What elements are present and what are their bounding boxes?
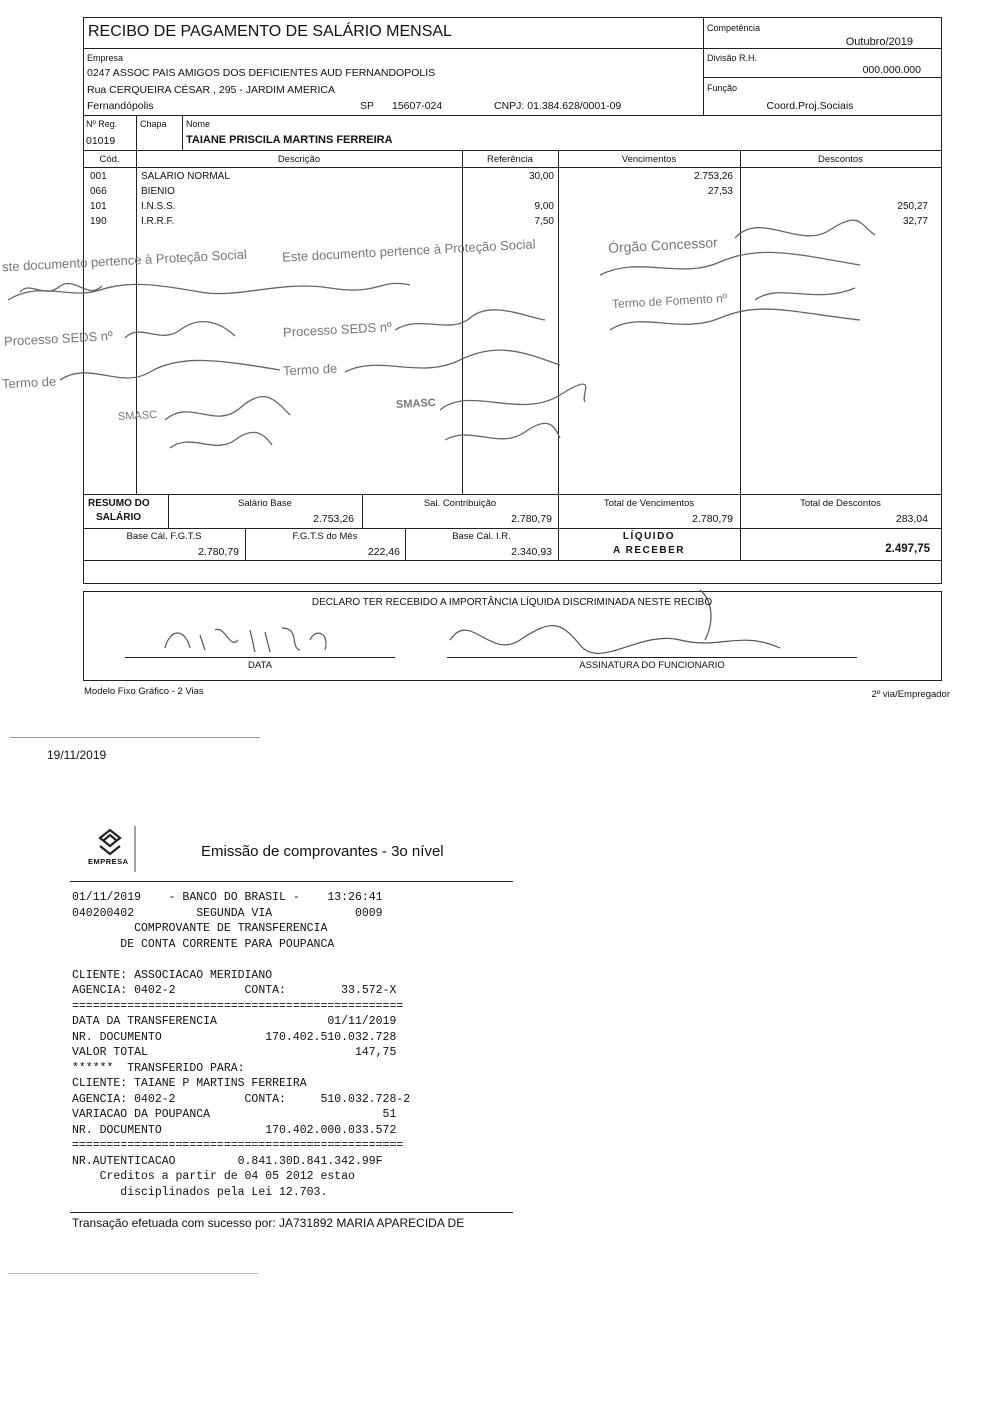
stamp-text: ste documento pertence à Proteção Social — [1, 246, 248, 275]
bank-logo — [86, 826, 138, 872]
receipt-line: disciplinados pela Lei 12.703. — [72, 1185, 328, 1199]
empresa-uf: SP — [360, 100, 375, 112]
item-descricao: SALARIO NORMAL — [141, 171, 230, 182]
receipt-line: NR.AUTENTICACAO 0.841.30D.841.342.99F — [72, 1154, 383, 1168]
declaro-text: DECLARO TER RECEBIDO A IMPORTÂNCIA LÍQUIDA DISCRIMINADA NESTE RECIBO — [311, 597, 713, 608]
sal-contrib-label: Sal. Contribuição — [423, 498, 497, 509]
item-vencimentos: 27,53 — [707, 186, 733, 197]
sal-contrib-value: 2.780,79 — [511, 513, 552, 525]
base-fgts-value: 2.780,79 — [198, 546, 239, 558]
receipt-line: NR. DOCUMENTO 170.402.000.033.572 — [72, 1123, 397, 1137]
receipt-line: ****** TRANSFERIDO PARA: — [72, 1061, 245, 1075]
liquido-value: 2.497,75 — [885, 543, 930, 555]
competencia-value: Outubro/2019 — [845, 36, 913, 48]
item-descontos: 250,27 — [897, 201, 928, 212]
total-venc-value: 2.780,79 — [692, 513, 733, 525]
recibo-title: RECIBO DE PAGAMENTO DE SALÁRIO MENSAL — [88, 23, 452, 40]
receipt-line: VALOR TOTAL 147,75 — [72, 1046, 397, 1059]
print-date: 19/11/2019 — [47, 748, 107, 762]
total-desc-value: 283,04 — [895, 513, 928, 525]
divisao-value: 000.000.000 — [862, 64, 921, 76]
funcao-label: Função — [707, 83, 738, 93]
empresa-cnpj: CNPJ: 01.384.628/0001-09 — [494, 100, 622, 112]
fgts-mes-label: F.G.T.S do Mês — [292, 531, 358, 542]
handwriting-annotations — [0, 0, 992, 700]
liquido-label: LÍQUIDO — [622, 531, 676, 542]
data-label: DATA — [248, 660, 272, 671]
salario-base-value: 2.753,26 — [313, 513, 354, 525]
resumo-label-2: SALÁRIO — [96, 512, 141, 523]
item-cod: 001 — [90, 171, 107, 182]
base-fgts-label: Base Cál. F.G.T.S — [126, 531, 202, 542]
nome-value: TAIANE PRISCILA MARTINS FERREIRA — [186, 134, 393, 146]
receipt-line: 040200402 SEGUNDA VIA 0009 — [72, 906, 383, 920]
item-descricao: BIENIO — [141, 186, 175, 197]
col-descricao: Descrição — [277, 154, 321, 165]
receipt-line: 01/11/2019 - BANCO DO BRASIL - 13:26:41 — [72, 891, 383, 904]
salario-base-label: Salário Base — [238, 498, 292, 509]
base-ir-label: Base Cál. I.R. — [452, 531, 511, 542]
empresa-endereco: Rua CERQUEIRA CÉSAR , 295 - JARDIM AMERICA — [87, 84, 335, 96]
comprovante-footer: Transação efetuada com sucesso por: JA731892 MARIA APARECIDA DE — [72, 1216, 465, 1230]
stamp-text: Termo de — [1, 373, 57, 392]
receipt-line: NR. DOCUMENTO 170.402.510.032.728 — [72, 1030, 397, 1044]
stamp-text: Órgão Concessor — [607, 234, 719, 256]
nome-label: Nome — [186, 119, 211, 129]
receipt-line: COMPROVANTE DE TRANSFERENCIA — [72, 922, 328, 935]
nreg-value: 01019 — [86, 135, 116, 147]
fgts-mes-value: 222,46 — [367, 546, 400, 558]
stamp-text: SMASC — [117, 408, 158, 424]
divisao-label: Divisão R.H. — [707, 53, 758, 63]
nreg-label: Nº Reg. — [86, 119, 118, 129]
receipt-line: Creditos a partir de 04 05 2012 estao — [72, 1170, 355, 1183]
item-referencia: 30,00 — [528, 171, 554, 182]
funcao-value: Coord.Proj.Sociais — [766, 100, 854, 112]
receipt-line: CLIENTE: ASSOCIACAO MERIDIANO — [72, 968, 273, 982]
item-descricao: I.R.R.F. — [141, 216, 175, 227]
modelo-text: Modelo Fixo Gráfico - 2 Vias — [84, 686, 204, 697]
stamp-text: Processo SEDS nº — [3, 328, 114, 349]
item-referencia: 7,50 — [534, 216, 554, 227]
receipt-line: AGENCIA: 0402-2 CONTA: 510.032.728-2 — [72, 1092, 411, 1106]
total-venc-label: Total de Vencimentos — [603, 498, 695, 509]
resumo-label: RESUMO DO — [88, 498, 150, 509]
stamp-text: SMASC — [395, 396, 437, 412]
stamp-text: Termo de Fomento nº — [611, 290, 728, 312]
liquido-label-2: A RECEBER — [612, 545, 686, 556]
stamp-text: Processo SEDS nº — [282, 319, 393, 340]
empresa-nome: 0247 ASSOC PAIS AMIGOS DOS DEFICIENTES AUD FERNANDOPOLIS — [87, 67, 436, 79]
receipt-line: ================================================ — [72, 1139, 404, 1152]
base-ir-value: 2.340,93 — [511, 546, 552, 558]
stamp-text: Este documento pertence à Proteção Social — [281, 236, 536, 265]
total-desc-label: Total de Descontos — [800, 498, 881, 509]
competencia-label: Competência — [707, 23, 761, 33]
receipt-line: DE CONTA CORRENTE PARA POUPANCA — [72, 937, 335, 951]
chapa-label: Chapa — [140, 119, 167, 129]
receipt-line: ================================================ — [72, 999, 404, 1013]
empresa-cidade: Fernandópolis — [87, 100, 154, 112]
receipt-line: DATA DA TRANSFERENCIA 01/11/2019 — [72, 1015, 397, 1028]
col-vencimentos: Vencimentos — [621, 154, 677, 165]
receipt-line: AGENCIA: 0402-2 CONTA: 33.572-X — [72, 984, 397, 997]
col-cod: Cód. — [99, 154, 120, 165]
assinatura-label: ASSINATURA DO FUNCIONARIO — [579, 660, 725, 671]
item-referencia: 9,00 — [534, 201, 554, 212]
col-referencia: Referência — [487, 154, 533, 165]
empresa-cep: 15607-024 — [392, 100, 443, 112]
comprovante-title: Emissão de comprovantes - 3o nível — [201, 843, 444, 860]
item-descricao: I.N.S.S. — [141, 201, 176, 212]
receipt-line: CLIENTE: TAIANE P MARTINS FERREIRA — [72, 1077, 307, 1090]
item-cod: 066 — [90, 186, 107, 197]
item-vencimentos: 2.753,26 — [694, 171, 733, 182]
col-descontos: Descontos — [818, 154, 863, 165]
item-cod: 190 — [90, 216, 107, 227]
stamp-text: Termo de — [282, 360, 338, 379]
item-cod: 101 — [90, 201, 107, 212]
empresa-label: Empresa — [87, 53, 124, 63]
via-text: 2º via/Empregador — [871, 689, 950, 700]
bank-logo-text: EMPRESA — [88, 857, 129, 866]
receipt-line: VARIACAO DA POUPANCA 51 — [72, 1108, 397, 1121]
item-descontos: 32,77 — [902, 216, 928, 227]
